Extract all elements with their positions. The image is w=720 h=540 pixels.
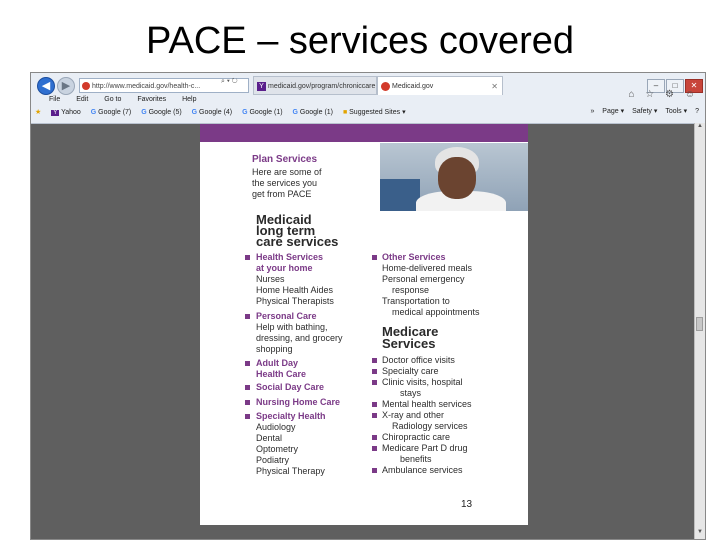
- medicaid-heading: Medicaid: [256, 212, 312, 227]
- list-item: Optometry: [256, 444, 299, 454]
- medicaid-heading: long term: [256, 223, 316, 238]
- medicare-heading: Medicare: [382, 324, 439, 339]
- section-heading: at your home: [256, 263, 313, 273]
- section-heading: Personal Care: [256, 311, 317, 321]
- list-item: benefits: [400, 454, 432, 464]
- section-heading: Health Services: [256, 252, 324, 262]
- favorite-google-3[interactable]: G Google (4): [191, 109, 233, 116]
- favorite-google-4[interactable]: G Google (1): [242, 109, 283, 116]
- list-item: Transportation to: [382, 296, 450, 306]
- list-item: response: [392, 285, 430, 295]
- plan-services-heading: Plan Services: [252, 154, 318, 165]
- section-heading: Adult Day: [256, 358, 299, 368]
- tab-medicaid-program[interactable]: [253, 76, 377, 95]
- menu-bar: [49, 96, 210, 103]
- medicaid-heading: care services: [256, 234, 339, 249]
- favorite-suggested-sites[interactable]: ■ Suggested Sites ▾: [342, 109, 406, 116]
- scroll-thumb[interactable]: [696, 317, 703, 331]
- address-url: http://www.medicaid.gov/health-c...: [92, 83, 201, 90]
- tools-menu[interactable]: Tools ▾: [665, 108, 688, 115]
- tab-label: medicaid.gov/program/chroniccare: [268, 83, 376, 90]
- maximize-button[interactable]: □: [666, 79, 684, 93]
- list-bullet: [372, 402, 377, 407]
- list-item: X-ray and other: [382, 410, 445, 420]
- list-bullet: [372, 435, 377, 440]
- list-item: Home Health Aides: [256, 285, 334, 295]
- list-item: Personal emergency: [382, 274, 465, 284]
- google-icon: G: [292, 109, 298, 116]
- tab-label: Medicaid.gov: [392, 83, 434, 90]
- home-favorites-settings-icons[interactable]: ⌂ ☆ ⚙ ☺: [628, 89, 699, 100]
- forward-button[interactable]: ▶: [57, 77, 75, 95]
- list-bullet: [372, 380, 377, 385]
- back-button[interactable]: ◀: [37, 77, 55, 95]
- safety-menu[interactable]: Safety ▾: [632, 108, 658, 115]
- list-item: Podiatry: [256, 455, 290, 465]
- list-item: Help with bathing,: [256, 322, 328, 332]
- browser-chrome: [31, 73, 705, 124]
- list-bullet: [372, 413, 377, 418]
- list-item: Doctor office visits: [382, 355, 455, 365]
- site-favicon-icon: [82, 82, 90, 90]
- list-bullet: [245, 385, 250, 390]
- browser-window: [30, 72, 706, 540]
- list-item: Medicare Part D drug: [382, 443, 468, 453]
- list-item: Clinic visits, hospital: [382, 377, 463, 387]
- intro-line: the services you: [252, 178, 318, 188]
- google-icon: G: [90, 109, 97, 116]
- section-heading: Specialty Health: [256, 411, 326, 421]
- yahoo-favicon-icon: Y: [257, 82, 266, 91]
- intro-line: get from PACE: [252, 189, 312, 199]
- list-item: Nurses: [256, 274, 285, 284]
- minimize-button[interactable]: –: [647, 79, 665, 93]
- favorites-star-icon[interactable]: ★: [35, 109, 42, 116]
- list-bullet: [372, 358, 377, 363]
- list-bullet: [372, 255, 377, 260]
- list-item: Dental: [256, 433, 283, 443]
- close-window-button[interactable]: ✕: [685, 79, 703, 93]
- google-icon: G: [242, 109, 248, 116]
- section-heading: Social Day Care: [256, 382, 325, 392]
- menu-favorites[interactable]: Favorites: [137, 96, 167, 103]
- menu-file[interactable]: File: [49, 96, 61, 103]
- list-bullet: [372, 446, 377, 451]
- section-heading: Nursing Home Care: [256, 397, 341, 407]
- list-bullet: [372, 369, 377, 374]
- brochure-page: [200, 124, 528, 525]
- menu-edit[interactable]: Edit: [76, 96, 89, 103]
- google-icon: G: [141, 109, 147, 116]
- list-item: Mental health services: [382, 399, 472, 409]
- list-bullet: [245, 314, 250, 319]
- suggested-sites-icon: ■: [342, 109, 348, 116]
- section-heading: Health Care: [256, 369, 307, 379]
- list-item: Physical Therapy: [256, 466, 325, 476]
- scroll-down-icon[interactable]: ▼: [697, 529, 703, 535]
- list-item: Ambulance services: [382, 465, 463, 475]
- other-services-heading: Other Services: [382, 252, 446, 262]
- list-item: dressing, and grocery: [256, 333, 343, 343]
- list-bullet: [372, 468, 377, 473]
- list-bullet: [245, 255, 250, 260]
- tab-medicaid-gov[interactable]: [377, 76, 503, 95]
- header-band: [200, 124, 528, 142]
- yahoo-icon: Y: [53, 110, 58, 116]
- medicare-heading: Services: [382, 336, 436, 351]
- list-item: Audiology: [256, 422, 296, 432]
- list-item: Physical Therapists: [256, 296, 334, 306]
- overflow-chevron-icon[interactable]: »: [590, 108, 595, 115]
- scroll-up-icon[interactable]: ▲: [697, 123, 703, 129]
- list-item: medical appointments: [392, 307, 480, 317]
- site-favicon-icon: [381, 82, 390, 91]
- senior-woman-photo: [380, 143, 528, 211]
- intro-line: Here are some of: [252, 167, 322, 177]
- favorite-google-5[interactable]: G Google (1): [292, 109, 333, 116]
- navigation-row: [31, 75, 705, 95]
- list-bullet: [245, 361, 250, 366]
- list-item: shopping: [256, 344, 293, 354]
- favorite-google-1[interactable]: G Google (7): [90, 109, 132, 116]
- page-number: 13: [461, 499, 473, 510]
- list-item: Specialty care: [382, 366, 439, 376]
- address-tools[interactable]: ⌕ ▾ ↻: [221, 78, 238, 85]
- page-menu[interactable]: Page ▾: [602, 108, 625, 115]
- vertical-scrollbar[interactable]: [694, 123, 705, 539]
- list-item: Home-delivered meals: [382, 263, 473, 273]
- favorite-yahoo[interactable]: Y Yahoo: [53, 109, 81, 116]
- list-bullet: [245, 400, 250, 405]
- list-bullet: [245, 414, 250, 419]
- list-item: Radiology services: [392, 421, 468, 431]
- menu-goto[interactable]: Go to: [104, 96, 122, 103]
- favorite-google-2[interactable]: G Google (5): [141, 109, 182, 116]
- tab-close-icon[interactable]: ✕: [491, 82, 498, 91]
- command-bar: [584, 107, 699, 115]
- menu-help[interactable]: Help: [182, 96, 197, 103]
- help-icon[interactable]: ?: [695, 108, 699, 115]
- list-item: stays: [400, 388, 422, 398]
- slide-title: PACE – services covered: [145, 20, 575, 62]
- google-icon: G: [191, 109, 198, 116]
- list-item: Chiropractic care: [382, 432, 451, 442]
